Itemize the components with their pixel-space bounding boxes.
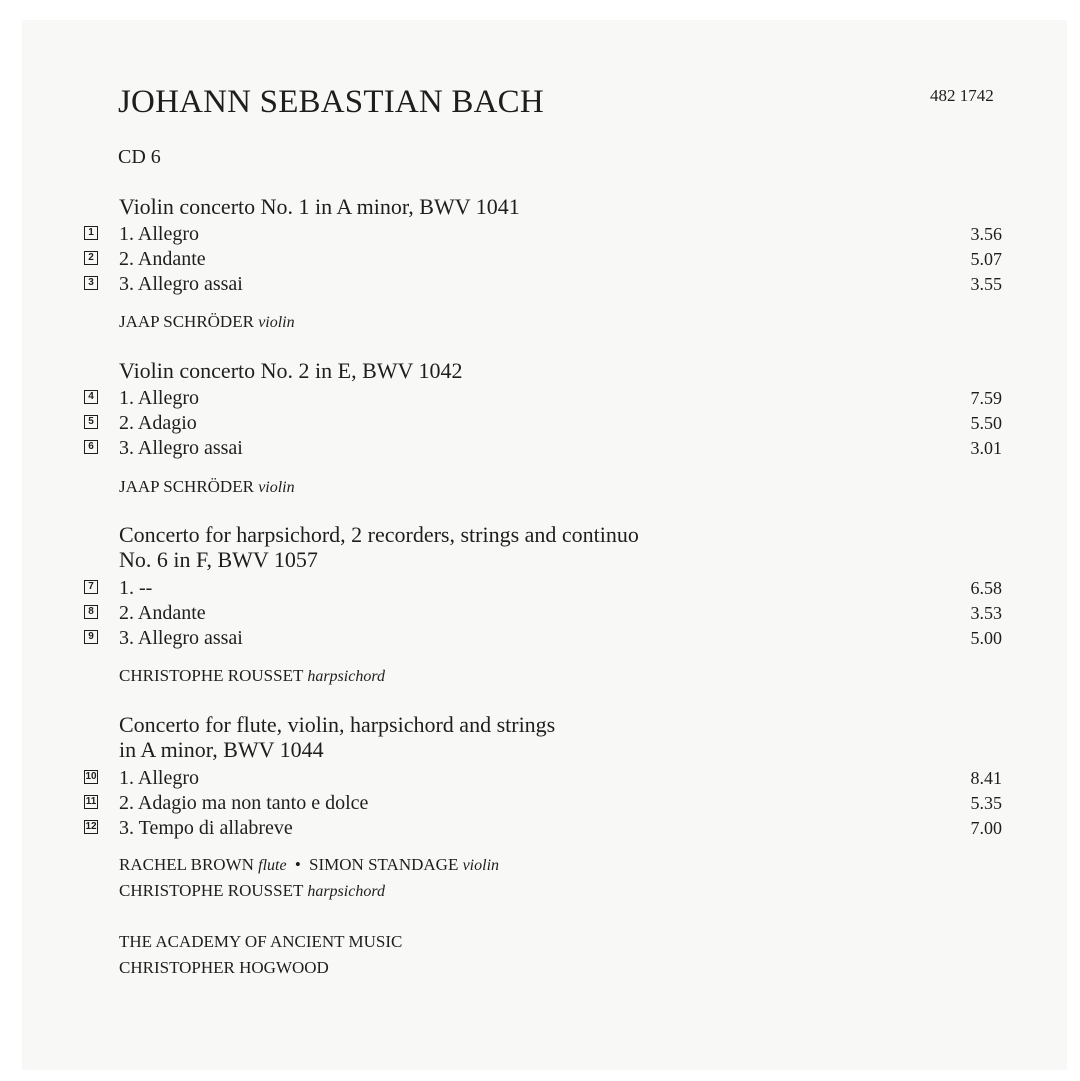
track-row xyxy=(84,412,1002,434)
track-name: 2. Adagio ma non tanto e dolce xyxy=(119,792,369,814)
track-name: 1. Allegro xyxy=(119,387,199,409)
work-title xyxy=(119,522,639,572)
performer-name: JAAP SCHRÖDER xyxy=(119,477,254,496)
track-row xyxy=(84,248,1002,270)
work-title-line: in A minor, BWV 1044 xyxy=(119,737,324,762)
performer-line xyxy=(119,666,385,686)
separator-bullet: • xyxy=(294,855,301,874)
track-row xyxy=(84,817,1002,839)
performer-name: JAAP SCHRÖDER xyxy=(119,312,254,331)
track-row xyxy=(84,602,1002,624)
track-number-box: 8 xyxy=(84,605,98,619)
track-row xyxy=(84,223,1002,245)
performer-line xyxy=(119,312,295,332)
composer-title: JOHANN SEBASTIAN BACH xyxy=(118,84,544,120)
track-duration: 3.55 xyxy=(970,274,1002,294)
track-name: 2. Andante xyxy=(119,248,206,270)
track-duration: 3.56 xyxy=(970,224,1002,244)
track-duration: 5.00 xyxy=(970,628,1002,648)
track-duration: 7.00 xyxy=(970,818,1002,838)
track-duration: 3.01 xyxy=(970,438,1002,458)
track-row xyxy=(84,437,1002,459)
performer-role: flute xyxy=(258,857,287,874)
track-row xyxy=(84,577,1002,599)
track-number-box: 1 xyxy=(84,226,98,240)
track-name: 3. Allegro assai xyxy=(119,627,243,649)
track-number-box: 11 xyxy=(85,796,97,807)
track-number-box: 7 xyxy=(84,580,98,594)
track-row xyxy=(84,387,1002,409)
track-row xyxy=(84,627,1002,649)
track-number-box: 2 xyxy=(84,251,98,265)
track-duration: 7.59 xyxy=(970,388,1002,408)
performer-line xyxy=(119,881,385,901)
track-duration: 6.58 xyxy=(970,578,1002,598)
work-title xyxy=(119,712,555,762)
work-title-line: No. 6 in F, BWV 1057 xyxy=(119,547,318,572)
track-number-box: 3 xyxy=(84,276,98,290)
track-number-box: 4 xyxy=(84,390,98,404)
performer-name: CHRISTOPHE ROUSSET xyxy=(119,666,304,685)
conductor-name: CHRISTOPHER HOGWOOD xyxy=(119,958,329,977)
track-name: 3. Allegro assai xyxy=(119,437,243,459)
performer-name: SIMON STANDAGE xyxy=(309,855,459,874)
work-title: Violin concerto No. 1 in A minor, BWV 1041 xyxy=(119,194,520,219)
track-name: 2. Adagio xyxy=(119,412,197,434)
track-row xyxy=(84,273,1002,295)
work-title-line: Concerto for flute, violin, harpsichord and strings xyxy=(119,712,556,737)
ensemble-name: THE ACADEMY OF ANCIENT MUSIC xyxy=(119,932,403,951)
track-duration: 5.50 xyxy=(970,413,1002,433)
track-duration: 5.07 xyxy=(970,249,1002,269)
track-number-box: 9 xyxy=(84,630,98,644)
work-title-line: Concerto for harpsichord, 2 recorders, strings and continuo xyxy=(119,522,639,547)
work-title: Violin concerto No. 2 in E, BWV 1042 xyxy=(119,358,463,383)
performer-name: RACHEL BROWN xyxy=(119,855,254,874)
track-duration: 5.35 xyxy=(970,793,1002,813)
performer-role: violin xyxy=(258,314,295,331)
track-name: 2. Andante xyxy=(119,602,206,624)
track-duration: 8.41 xyxy=(970,768,1002,788)
track-name: 3. Tempo di allabreve xyxy=(119,817,293,839)
track-name: 1. Allegro xyxy=(119,767,199,789)
track-number-box: 10 xyxy=(85,771,97,782)
track-number-box: 12 xyxy=(85,821,97,832)
catalog-number: 482 1742 xyxy=(930,86,994,105)
track-name: 1. -- xyxy=(119,577,153,599)
track-name: 1. Allegro xyxy=(119,223,199,245)
track-duration: 3.53 xyxy=(970,603,1002,623)
performer-role: harpsichord xyxy=(307,883,385,900)
track-row xyxy=(84,792,1002,814)
performer-line xyxy=(119,477,295,497)
performer-name: CHRISTOPHE ROUSSET xyxy=(119,881,304,900)
track-number-box: 6 xyxy=(84,440,98,454)
track-row xyxy=(84,767,1002,789)
track-name: 3. Allegro assai xyxy=(119,273,243,295)
performer-line xyxy=(119,855,499,875)
cd-label: CD 6 xyxy=(118,146,161,168)
performer-role: harpsichord xyxy=(307,668,385,685)
performer-role: violin xyxy=(258,479,295,496)
performer-role: violin xyxy=(462,857,500,874)
track-number-box: 5 xyxy=(84,415,98,429)
